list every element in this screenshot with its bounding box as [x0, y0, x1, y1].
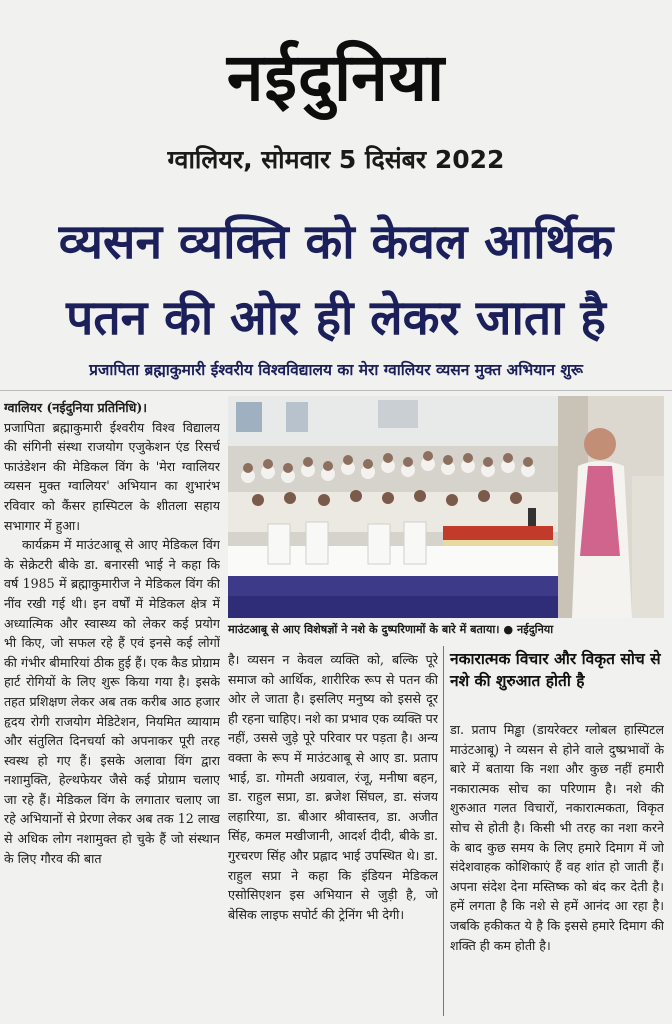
article-column-1 [4, 398, 220, 1018]
article-column-2 [228, 650, 438, 1022]
headline-line-1: व्यसन व्यक्ति को केवल आर्थिक [58, 214, 614, 270]
article-paragraph: प्रजापिता ब्रह्माकुमारी ईश्वरीय विश्व विद्यालय की संगिनी संस्था राजयोग एजुकेशन एंड रिसर्च फाउंडेशन की मेडिकल विंग के 'मेरा ग्वालियर व्यसन मुक्त ग्वालियर' अभियान का शुभारंभ रविवार को कैंसर हास्पिटल के शीतला सहाय सभागार में हुआ। [4, 419, 220, 533]
dateline: ग्वालियर, सोमवार 5 दिसंबर 2022 [167, 145, 505, 174]
article-paragraph: है। व्यसन न केवल व्यक्ति को, बल्कि पूरे समाज को आर्थिक, शारीरिक रूप से पतन की ओर ले जाता है। इसलिए मनुष्य को इससे दूर ही रहना चाहिए। नशे का प्रभाव एक व्यक्ति पर नहीं, उससे जुड़े पूरे परिवार पर पड़ता है। अन्य वक्ता के रूप में माउंटआबू से आए डा. प्रताप भाई, डा. गोमती अग्रवाल, रंजू, मनीषा बहन, डा. राहुल सप्रा, डा. ब्रजेश सिंघल, डा. संजय लहारिया, डा. बीआर श्रीवास्तव, डा. अजीत सिंह, कमल मखीजानी, आदर्श दीदी, बीके डा. गुरचरण सिंह और प्रह्लाद भाई उपस्थित थे। डा. राहुल सप्रा ने कहा कि इंडियन मेडिकल एसोसिएशन इस अभियान से जुड़ी है, जो बेसिक लाइफ सपोर्ट की ट्रेनिंग भी देगी। [228, 652, 438, 922]
headline-line-2: पतन की ओर ही लेकर जाता है [66, 290, 606, 346]
article-column-3 [450, 720, 664, 1020]
column-divider [443, 646, 444, 1016]
newspaper-masthead: नईदुनिया [226, 39, 446, 116]
photo-credit: ● नईदुनिया [503, 623, 554, 636]
side-story-heading: नकारात्मक विचार और विकृत सोच से नशे की शुरुआत होती है [450, 650, 661, 690]
article-paragraph: डा. प्रताप मिड्ढा (डायरेक्टर ग्लोबल हास्पिटल माउंटआबू) ने व्यसन से होने वाले दुष्प्रभावों के बारे में बताया कि नशा और कुछ नहीं हमारी नकारात्मक सोच का परिणाम है। नशे की शुरुआत गलत विचारों, नकारात्मकता, विकृत सोच से होती है। किसी भी तरह का नशा करने के बाद कुछ समय के लिए हमारे दिमाग में जो संदेशवाहक कोशिकाएं हैं वह शांत हो जाती हैं। अपना संदेश देना मस्तिष्क को बंद कर देती है। हमें लगता है कि नशे से हमें आनंद आ रहा है। जबकि हकीकत ये है कि इससे हमारे दिमाग की शक्ति ही कम होती है। [450, 722, 664, 953]
event-photo [228, 396, 664, 618]
divider [0, 390, 672, 391]
article-lead: ग्वालियर (नईदुनिया प्रतिनिधि)। [4, 400, 148, 415]
caption-text: माउंटआबू से आए विशेषज्ञों ने नशे के दुष्परिणामों के बारे में बताया। [228, 623, 500, 636]
subheadline: प्रजापिता ब्रह्माकुमारी ईश्वरीय विश्वविद्यालय का मेरा ग्वालियर व्यसन मुक्त अभियान शुरू [89, 361, 583, 379]
photo-caption [228, 622, 664, 637]
article-paragraph: कार्यक्रम में माउंटआबू से आए मेडिकल विंग के सेक्रेटरी बीके डा. बनारसी भाई ने कहा कि वर्ष 1985 में ब्रह्माकुमारीज ने मेडिकल विंग की नींव रखी गई थी। इन वर्षों में मेडिकल क्षेत्र में अध्यात्मिक और स्वास्थ्य को लेकर कई प्रयोग भी किए, जो सफल रहे हैं एवं इनसे कई लोगों की गंभीर बीमारियां ठीक हुई हैं। एक कैड प्रोग्राम हार्ट रोगियों के लिए शुरू किया गया है। इसके तहत प्रशिक्षण लेकर अब तक करीब आठ हजार हृदय रोगी राजयोग मेडिटेशन, नियमित व्यायाम और संतुलित दिनचर्या को अपनाकर पूरी तरह स्वस्थ हो गए हैं। इसके अलावा विंग द्वारा नशामुक्ति, हेल्थफेयर जैसे कई प्रोग्राम चलाए जा रहे हैं। मेडिकल विंग के लगातार चलाए जा रहे अभियानों से प्रेरणा लेकर अब तक 12 लाख से अधिक लोग नशामुक्त हो चुके हैं जो संस्थान के लिए गौरव की बात [4, 537, 220, 866]
